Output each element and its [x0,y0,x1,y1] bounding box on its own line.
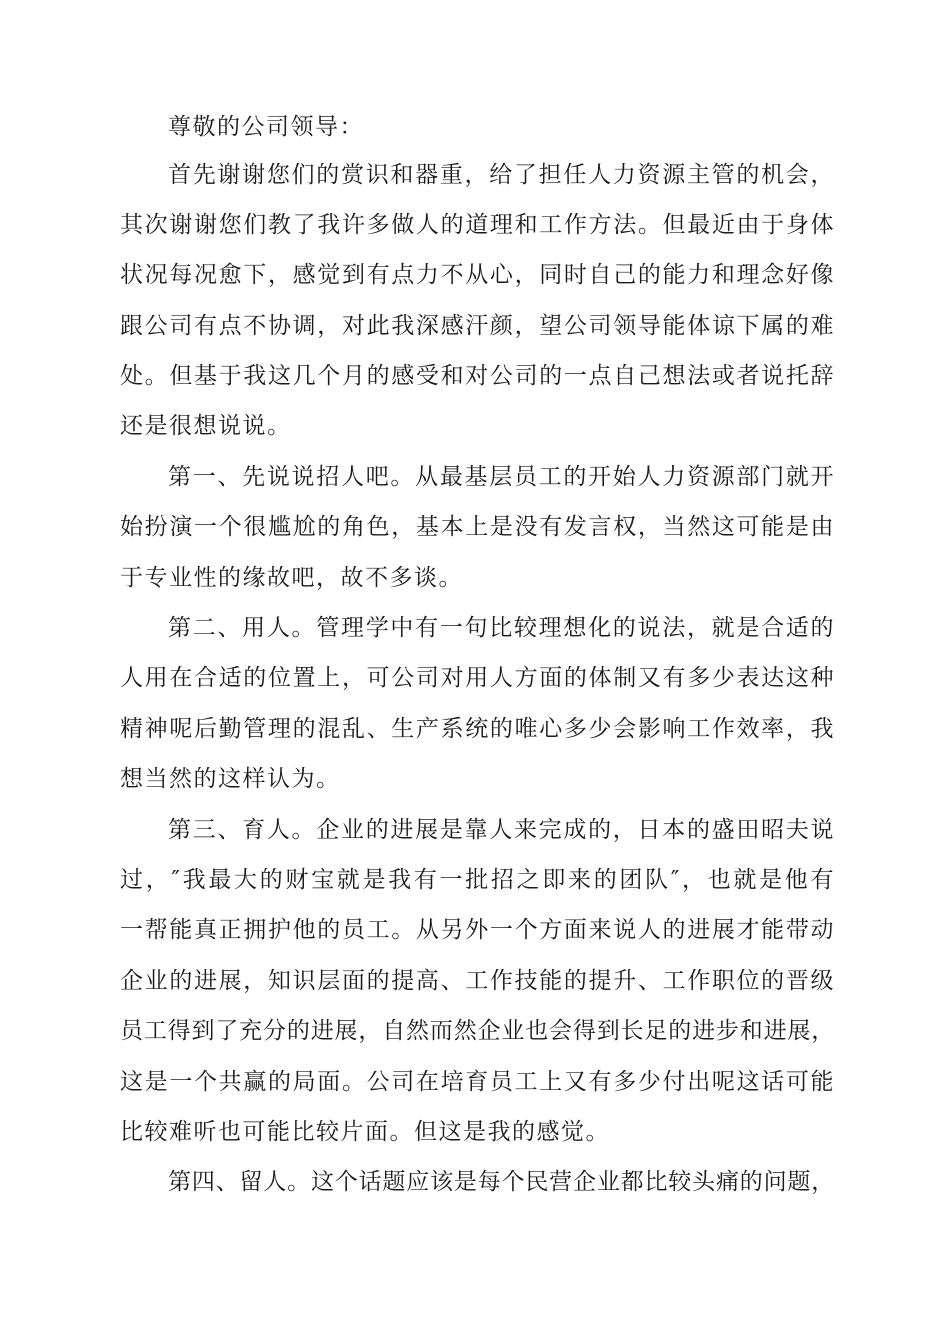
text-line: 始扮演一个很尴尬的角色，基本上是没有发言权，当然这可能是由 [120,514,835,540]
text-line: 第二、用人。管理学中有一句比较理想化的说法，就是合适的 [168,615,835,641]
text-line: 人用在合适的位置上，可公司对用人方面的体制又有多少表达这种 [120,665,835,691]
text-line: 一帮能真正拥护他的员工。从另外一个方面来说人的进展才能带动 [120,917,835,943]
text-line: 想当然的这样认为。 [120,766,341,792]
text-line: 第四、留人。这个话题应该是每个民营企业都比较头痛的问题， [168,1169,835,1195]
text-line: 企业的进展，知识层面的提高、工作技能的提升、工作职位的晋级 [120,968,835,994]
text-line: 第一、先说说招人吧。从最基层员工的开始人力资源部门就开 [168,464,835,490]
text-line: 第三、育人。企业的进展是靠人来完成的，日本的盛田昭夫说 [168,817,835,843]
text-line: 过，″我最大的财宝就是我有一批招之即来的团队″，也就是他有 [120,867,835,893]
text-line: 还是很想说说。 [120,413,292,439]
text-line: 跟公司有点不协调，对此我深感汗颜，望公司领导能体谅下属的难 [120,313,835,339]
text-line: 这是一个共赢的局面。公司在培育员工上又有多少付出呢这话可能 [120,1069,835,1095]
text-line: 首先谢谢您们的赏识和器重，给了担任人力资源主管的机会， [168,162,835,188]
text-line: 比较难听也可能比较片面。但这是我的感觉。 [120,1119,610,1145]
salutation-line: 尊敬的公司领导： [168,114,364,140]
text-line: 其次谢谢您们教了我许多做人的道理和工作方法。但最近由于身体 [120,212,835,238]
text-line: 于专业性的缘故吧，故不多谈。 [120,565,463,591]
text-line: 员工得到了充分的进展，自然而然企业也会得到长足的进步和进展， [120,1018,835,1044]
text-line: 处。但基于我这几个月的感受和对公司的一点自己想法或者说托辞 [120,363,835,389]
text-line: 状况每况愈下，感觉到有点力不从心，同时自己的能力和理念好像 [120,262,835,288]
text-line: 精神呢后勤管理的混乱、生产系统的唯心多少会影响工作效率，我 [120,716,835,742]
